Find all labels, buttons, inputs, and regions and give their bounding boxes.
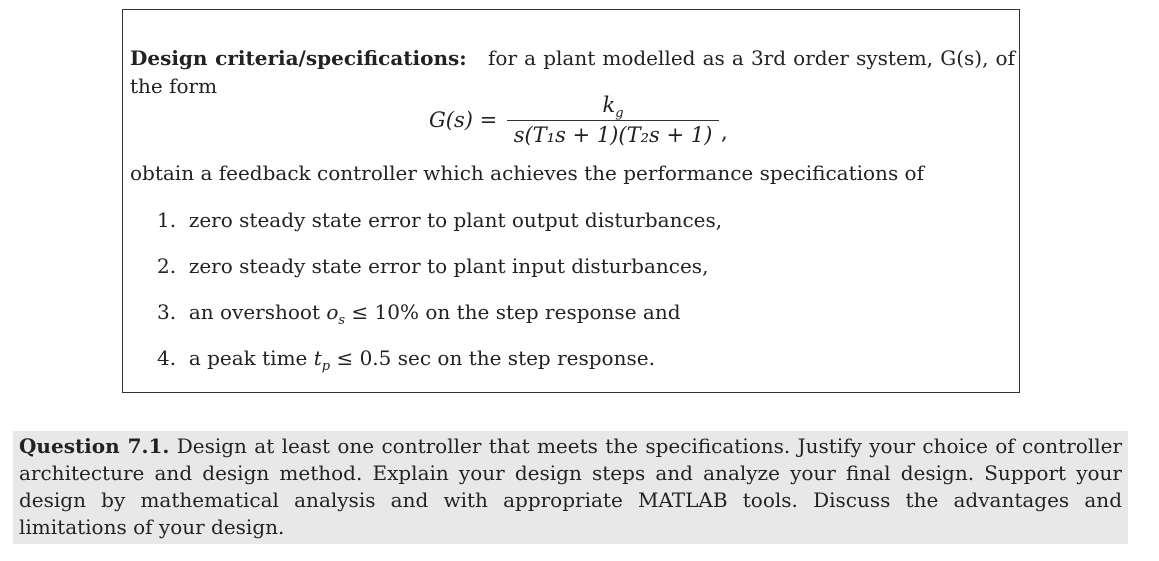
list-item: [157, 344, 722, 390]
item-number: 2.: [157, 254, 177, 278]
peak-time-symbol: $t_p$: [313, 346, 331, 374]
list-item: [157, 206, 722, 252]
equation-fraction: [507, 92, 719, 149]
item-relation: ≤ 0.5: [336, 346, 392, 370]
list-item: [157, 298, 722, 344]
item-prefix: a peak time: [188, 346, 308, 370]
equation-lhs: G(s) =: [429, 108, 498, 132]
item-number: 3.: [157, 300, 177, 324]
item-number: 4.: [157, 346, 177, 370]
specification-box: [122, 9, 1020, 393]
question-label: Question 7.1.: [19, 434, 170, 458]
item-text: zero steady state error to plant output disturbances,: [188, 208, 723, 232]
transfer-function-equation: [429, 92, 759, 162]
specification-list: [157, 206, 722, 390]
list-item: [157, 252, 722, 298]
item-suffix: on the step response and: [425, 300, 681, 324]
item-suffix: sec on the step response.: [397, 346, 655, 370]
item-prefix: an overshoot: [188, 300, 320, 324]
equation-denominator: s(T₁s + 1)(T₂s + 1): [513, 123, 713, 147]
question-text: Design at least one controller that meets the specifications. Justify your choice of controller architecture and design method. Explain your design steps and analyze your final design. Support your design by mathematical analysis and with appropriate MATLAB tools. Discuss the advantages and limitations of your design.: [19, 434, 1123, 539]
item-text: zero steady state error to plant input disturbances,: [188, 254, 709, 278]
overshoot-symbol: $o_s$: [326, 300, 346, 328]
equation-comma: ,: [721, 120, 728, 144]
item-number: 1.: [157, 208, 177, 232]
equation-numerator: $k_g$: [602, 93, 624, 122]
question-block: [13, 431, 1128, 544]
spec-heading: Design criteria/specifications:: [130, 46, 467, 70]
obtain-text: obtain a feedback controller which achieves the performance specifications of: [130, 161, 925, 185]
item-relation: ≤ 10%: [351, 300, 419, 324]
spec-intro-text: for a plant modelled as a 3rd order system, G(s), of the form: [130, 46, 1015, 98]
